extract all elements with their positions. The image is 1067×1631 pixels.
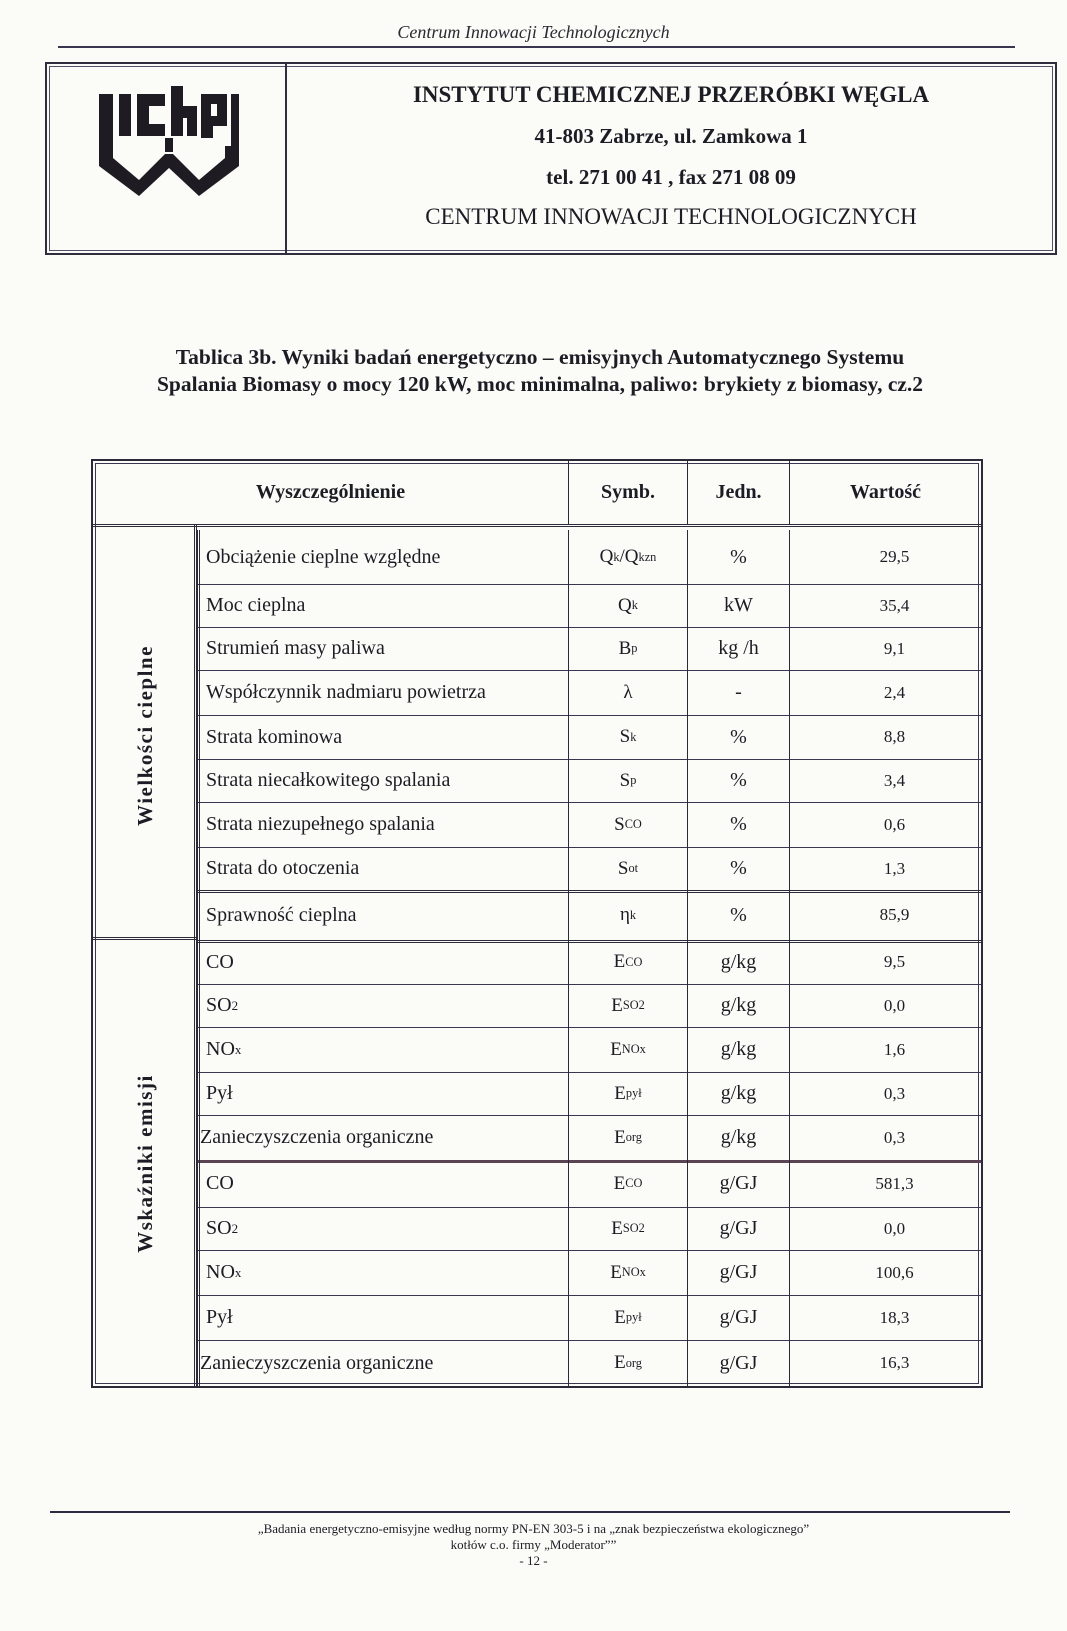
row-symbol <box>568 627 687 670</box>
symbol-main: E <box>610 1038 622 1060</box>
symbol-main: B <box>618 637 632 659</box>
row-name <box>197 670 568 715</box>
row-value: 2,4 <box>789 670 981 715</box>
table-row <box>197 1027 981 1073</box>
row-symbol <box>568 584 687 627</box>
row-value: 100,6 <box>789 1250 981 1295</box>
row-unit: % <box>687 715 789 759</box>
symbol-subscript: ot <box>628 861 639 875</box>
row-value: 16,3 <box>789 1340 981 1386</box>
row-name <box>197 1072 568 1115</box>
running-head: Centrum Innowacji Technologicznych <box>397 22 670 42</box>
row-value: 0,3 <box>789 1115 981 1160</box>
top-rule-divider <box>58 46 1015 48</box>
row-value: 0,6 <box>789 802 981 847</box>
row-name <box>197 1115 568 1160</box>
row-unit: - <box>687 670 789 715</box>
caption-line-1: Tablica 3b. Wyniki badań energetyczno – emisyjnych Automatycznego Systemu <box>175 345 905 369</box>
row-name-text: Współczynnik nadmiaru powietrza <box>206 681 486 703</box>
row-unit: g/GJ <box>687 1250 789 1295</box>
row-name-text: Zanieczyszczenia organiczne <box>200 1126 434 1148</box>
caption-line-2: Spalania Biomasy o mocy 120 kW, moc minimalna, paliwo: brykiety z biomasy, cz.2 <box>156 372 924 396</box>
row-symbol <box>568 890 687 940</box>
row-symbol <box>568 1250 687 1295</box>
page-number: - 12 - <box>519 1553 548 1568</box>
table-row <box>197 1250 981 1296</box>
row-name-text: Pył <box>206 1082 233 1104</box>
table-row <box>197 530 981 585</box>
symbol-subscript: SO2 <box>622 1221 645 1235</box>
row-name <box>197 1207 568 1250</box>
row-unit: % <box>687 802 789 847</box>
row-unit: g/GJ <box>687 1207 789 1250</box>
symbol-subscript: org <box>625 1130 642 1144</box>
row-name <box>197 530 568 584</box>
row-unit: % <box>687 890 789 940</box>
group-label-text: Wskaźniki emisji <box>132 1073 157 1253</box>
row-unit: g/GJ <box>687 1340 789 1386</box>
symbol-main: S <box>617 857 629 879</box>
row-symbol <box>568 1207 687 1250</box>
row-value: 18,3 <box>789 1295 981 1340</box>
footer-line-2: kotłów c.o. firmy „Moderator”” <box>450 1537 617 1552</box>
row-name-text: Strata niezupełnego spalania <box>206 813 435 835</box>
symbol-main: E <box>614 1352 626 1373</box>
table-row <box>197 847 981 893</box>
row-name-text: Pył <box>206 1306 233 1328</box>
group-label-text: Wielkości cieplne <box>132 644 157 826</box>
symbol-main: λ <box>623 681 633 703</box>
institute-name: INSTYTUT CHEMICZNEJ PRZERÓBKI WĘGLA <box>412 82 930 107</box>
row-name <box>197 890 568 940</box>
header-unit: Jedn. <box>687 461 789 524</box>
symbol-main: E <box>614 1306 626 1328</box>
row-symbol <box>568 847 687 890</box>
row-unit: g/kg <box>687 940 789 984</box>
row-name <box>197 984 568 1027</box>
row-unit: % <box>687 530 789 584</box>
group-column-divider <box>194 524 200 1386</box>
symbol-subscript: NOx <box>621 1042 646 1056</box>
row-name <box>197 759 568 802</box>
symbol-main: S <box>614 813 625 835</box>
table-row <box>197 984 981 1028</box>
symbol-main: E <box>614 1082 626 1104</box>
row-value: 9,5 <box>789 940 981 984</box>
table-row <box>197 1115 981 1163</box>
symbol-main: E <box>610 1261 622 1283</box>
symbol-subscript: pył <box>625 1086 642 1100</box>
row-name <box>197 1160 568 1207</box>
symbol-subscript: SO2 <box>622 998 645 1012</box>
symbol-subscript: pył <box>625 1310 642 1324</box>
row-name-text: CO <box>206 950 234 973</box>
table-row <box>197 1207 981 1251</box>
row-name <box>197 847 568 890</box>
row-name-text: CO <box>206 1172 234 1194</box>
symbol-main: E <box>611 994 623 1016</box>
table-row <box>197 1295 981 1341</box>
symbol-subscript-2: kzn <box>638 549 657 564</box>
row-name-text: SO <box>206 1217 232 1239</box>
row-value: 0,0 <box>789 1207 981 1250</box>
symbol-main: S <box>619 769 631 791</box>
results-table <box>91 459 983 1388</box>
row-name-text: Strata do otoczenia <box>206 857 360 879</box>
row-symbol <box>568 1340 687 1386</box>
row-symbol <box>568 984 687 1027</box>
institute-center: CENTRUM INNOWACJI TECHNOLOGICZNYCH <box>425 204 917 229</box>
symbol-main: η <box>619 904 630 925</box>
table-row <box>197 627 981 671</box>
row-unit: g/kg <box>687 1027 789 1072</box>
header-symbol: Symb. <box>568 461 687 524</box>
symbol-main: Q <box>618 594 632 616</box>
symbol-main-2: /Q <box>619 546 639 567</box>
row-value: 29,5 <box>789 530 981 584</box>
row-name-text: NO <box>206 1038 235 1060</box>
row-symbol <box>568 759 687 802</box>
row-name <box>197 1027 568 1072</box>
row-name <box>197 1340 568 1386</box>
symbol-main: E <box>613 951 626 972</box>
row-value: 581,3 <box>789 1160 981 1207</box>
row-symbol <box>568 1027 687 1072</box>
row-value: 3,4 <box>789 759 981 802</box>
row-value: 0,0 <box>789 984 981 1027</box>
row-value: 1,6 <box>789 1027 981 1072</box>
row-symbol <box>568 1072 687 1115</box>
group-label-thermal <box>93 530 197 940</box>
row-value: 0,3 <box>789 1072 981 1115</box>
header-name: Wyszczególnienie <box>255 481 406 503</box>
symbol-subscript: k <box>613 549 620 564</box>
table-header-row <box>93 461 981 527</box>
header-value: Wartość <box>789 461 981 524</box>
row-value: 35,4 <box>789 584 981 627</box>
row-name-text: Strata kominowa <box>206 725 343 748</box>
row-name-text: Moc cieplna <box>206 594 306 616</box>
row-symbol <box>568 670 687 715</box>
row-name-text: SO <box>206 994 232 1016</box>
row-name-text: NO <box>206 1261 235 1283</box>
row-name-text: Sprawność cieplna <box>206 903 357 926</box>
row-name-subscript: x <box>234 1041 242 1057</box>
symbol-main: Q <box>599 546 614 567</box>
row-value: 8,8 <box>789 715 981 759</box>
ichpw-logo <box>99 86 239 196</box>
symbol-subscript: k <box>631 598 638 612</box>
table-row <box>197 715 981 760</box>
table-row <box>197 1072 981 1116</box>
page-footer <box>0 1521 1067 1569</box>
letterhead <box>45 62 1057 255</box>
symbol-main: E <box>611 1217 623 1239</box>
symbol-subscript: k <box>629 907 637 922</box>
row-name-subscript: 2 <box>231 997 239 1013</box>
group-label-emissions <box>93 940 197 1386</box>
row-unit: g/kg <box>687 1072 789 1115</box>
footer-line-1: „Badania energetyczno-emisyjne według normy PN-EN 303-5 i na „znak bezpieczeństwa ekologicznego” <box>257 1521 810 1536</box>
symbol-subscript: org <box>625 1355 642 1370</box>
row-name <box>197 802 568 847</box>
row-symbol <box>568 715 687 759</box>
table-row <box>197 670 981 716</box>
institute-address: 41-803 Zabrze, ul. Zamkowa 1 <box>534 124 808 148</box>
institute-info <box>287 64 1055 253</box>
row-name-text: Obciążenie cieplne względne <box>206 545 441 568</box>
row-value: 9,1 <box>789 627 981 670</box>
row-unit: g/kg <box>687 1115 789 1160</box>
row-name <box>197 627 568 670</box>
row-symbol <box>568 1160 687 1207</box>
logo-cell <box>47 64 287 253</box>
symbol-subscript: NOx <box>621 1265 646 1279</box>
symbol-subscript: k <box>630 729 637 744</box>
row-symbol <box>568 1295 687 1340</box>
symbol-main: E <box>614 1126 626 1148</box>
row-symbol <box>568 530 687 584</box>
table-row <box>197 1340 981 1386</box>
row-name <box>197 715 568 759</box>
symbol-subscript: CO <box>625 1176 643 1190</box>
row-name <box>197 1250 568 1295</box>
table-row <box>197 940 981 985</box>
row-unit: g/kg <box>687 984 789 1027</box>
row-unit: g/GJ <box>687 1160 789 1207</box>
row-name-subscript: x <box>234 1264 242 1280</box>
row-name-subscript: 2 <box>231 1220 239 1236</box>
row-unit: kW <box>687 584 789 627</box>
table-row <box>197 1160 981 1208</box>
symbol-subscript: p <box>630 773 637 787</box>
footer-rule-divider <box>50 1511 1010 1513</box>
row-unit: % <box>687 847 789 890</box>
row-name <box>197 584 568 627</box>
symbol-main: S <box>619 726 631 747</box>
row-unit: kg /h <box>687 627 789 670</box>
table-caption <box>60 344 1020 398</box>
table-row <box>197 890 981 943</box>
symbol-subscript: CO <box>624 817 642 831</box>
row-symbol <box>568 1115 687 1160</box>
symbol-main: E <box>613 1172 626 1194</box>
row-value: 1,3 <box>789 847 981 890</box>
row-symbol <box>568 940 687 984</box>
table-row <box>197 584 981 628</box>
row-unit: % <box>687 759 789 802</box>
row-name-text: Zanieczyszczenia organiczne <box>200 1351 434 1374</box>
row-name <box>197 1295 568 1340</box>
row-value: 85,9 <box>789 890 981 940</box>
symbol-subscript: p <box>631 641 638 655</box>
institute-phone: tel. 271 00 41 , fax 271 08 09 <box>546 165 796 189</box>
row-name-text: Strata niecałkowitego spalania <box>206 769 451 791</box>
row-name <box>197 940 568 984</box>
symbol-subscript: CO <box>625 954 643 969</box>
table-row <box>197 759 981 803</box>
row-unit: g/GJ <box>687 1295 789 1340</box>
row-symbol <box>568 802 687 847</box>
row-name-text: Strumień masy paliwa <box>206 637 385 659</box>
table-row <box>197 802 981 848</box>
